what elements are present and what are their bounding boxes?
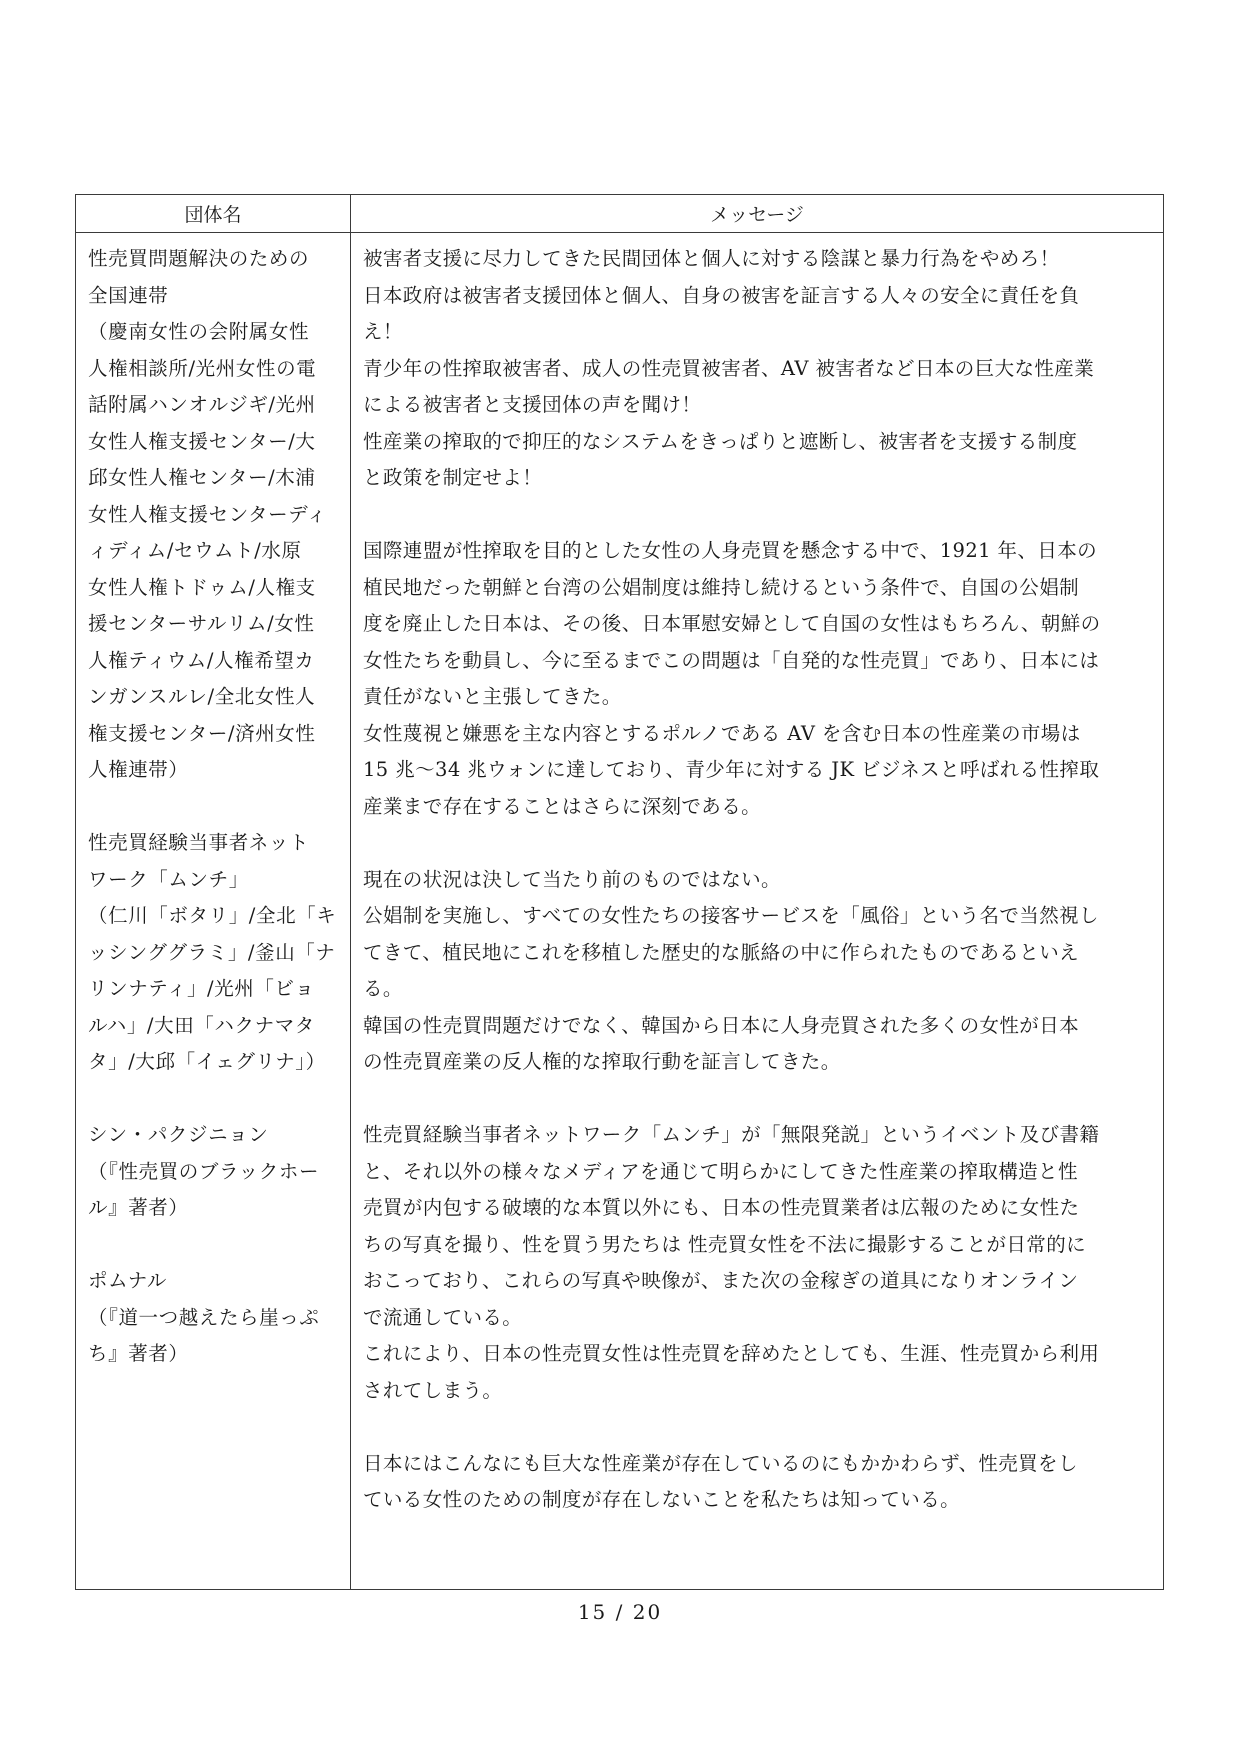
organization-line: 全国連帯 bbox=[88, 283, 169, 307]
organization-line: シン・パクジニョン bbox=[88, 1123, 269, 1146]
message-line: 被害者支援に尽力してきた民間団体と個人に対する陰謀と暴力行為をやめろ！ bbox=[363, 247, 1060, 270]
organization-line bbox=[88, 1227, 342, 1264]
message-line: の性売買産業の反人権的な搾取行動を証言してきた。 bbox=[363, 1050, 841, 1073]
organization-line: （『道一つ越えたら崖っぷ bbox=[88, 1305, 320, 1329]
organization-line: 女性人権トドゥム/人権支 bbox=[88, 575, 316, 599]
table-row bbox=[76, 233, 1164, 1590]
organization-line: タ」/大邱「イェグリナ」） bbox=[88, 1050, 326, 1073]
message-line: おこっており、これらの写真や映像が、また次の金稼ぎの道具になりオンライン bbox=[363, 1269, 1079, 1292]
organization-line: 女性人権支援センターディ bbox=[88, 502, 327, 526]
organization-line bbox=[88, 1081, 342, 1118]
message-line: 度を廃止した日本は、その後、日本軍慰安婦として自国の女性はもちろん、朝鮮の bbox=[363, 612, 1101, 635]
organization-line: ィディム/セウムト/水原 bbox=[88, 539, 302, 562]
organization-line: ポムナル bbox=[88, 1269, 168, 1292]
organization-line: ル』著者） bbox=[88, 1196, 189, 1219]
header-message: メッセージ bbox=[351, 195, 1164, 233]
organization-list bbox=[76, 233, 350, 1373]
organization-line: （『性売買のブラックホー bbox=[88, 1159, 320, 1183]
organization-line bbox=[88, 789, 342, 826]
organization-cell bbox=[76, 233, 351, 1590]
organization-line: 話附属ハンオルジギ/光州 bbox=[88, 393, 316, 416]
message-line: ている女性のための制度が存在しないことを私たちは知っている。 bbox=[363, 1488, 961, 1511]
message-line: 女性蔑視と嫌悪を主な内容とするポルノである AV を含む日本の性産業の市場は bbox=[363, 721, 1081, 745]
message-body bbox=[351, 233, 1163, 1519]
organization-line: （仁川「ボタリ」/全北「キ bbox=[88, 904, 337, 927]
message-line: 性売買経験当事者ネットワーク「ムンチ」が「無限発説」というイベント及び書籍 bbox=[363, 1123, 1100, 1146]
header-organization: 団体名 bbox=[76, 195, 351, 233]
organization-line: ワーク「ムンチ」 bbox=[88, 867, 249, 891]
organization-line: 人権連帯） bbox=[88, 758, 189, 781]
message-line: 日本にはこんなにも巨大な性産業が存在しているのにもかかわらず、性売買をし bbox=[363, 1451, 1078, 1475]
organization-line: 援センターサルリム/女性 bbox=[88, 612, 315, 635]
message-line: る。 bbox=[363, 977, 403, 1000]
message-line: え！ bbox=[363, 320, 403, 343]
message-line: 産業まで存在することはさらに深刻である。 bbox=[363, 794, 762, 818]
message-table bbox=[75, 194, 1164, 1590]
organization-line: ンガンスルレ/全北女性人 bbox=[88, 685, 316, 708]
organization-line: ち』著者） bbox=[88, 1342, 189, 1365]
message-line: 日本政府は被害者支援団体と個人、自身の被害を証言する人々の安全に責任を負 bbox=[363, 283, 1080, 307]
message-line: されてしまう。 bbox=[363, 1378, 503, 1402]
message-line: てきて、植民地にこれを移植した歴史的な脈絡の中に作られたものであるといえ bbox=[363, 940, 1080, 964]
message-line: 責任がないと主張してきた。 bbox=[363, 685, 622, 708]
message-line: 性産業の搾取的で抑圧的なシステムをきっぱりと遮断し、被害者を支援する制度 bbox=[363, 429, 1078, 453]
message-line: 売買が内包する破壊的な本質以外にも、日本の性売買業者は広報のために女性た bbox=[363, 1196, 1080, 1219]
message-line: ちの写真を撮り、性を買う男たちは 性売買女性を不法に撮影することが日常的に bbox=[363, 1232, 1086, 1256]
message-line: と、それ以外の様々なメディアを通じて明らかにしてきた性産業の搾取構造と性 bbox=[363, 1159, 1078, 1183]
page-number: 15 / 20 bbox=[577, 1600, 663, 1624]
message-line: 韓国の性売買問題だけでなく、韓国から日本に人身売買された多くの女性が日本 bbox=[363, 1013, 1080, 1037]
message-line: 現在の状況は決して当たり前のものではない。 bbox=[363, 867, 781, 891]
organization-line: 女性人権支援センター/大 bbox=[88, 429, 316, 453]
message-line: で流通している。 bbox=[363, 1305, 523, 1329]
message-line: 15 兆〜34 兆ウォンに達しており、青少年に対する JK ビジネスと呼ばれる性搾取 bbox=[363, 758, 1100, 781]
message-line: これにより、日本の性売買女性は性売買を辞めたとしても、生涯、性売買から利用 bbox=[363, 1342, 1100, 1365]
organization-line: ッシンググラミ」/釜山「ナ bbox=[88, 940, 336, 964]
message-line bbox=[363, 1409, 1153, 1446]
message-line: による被害者と支援団体の声を聞け！ bbox=[363, 393, 702, 416]
organization-line: 性売買経験当事者ネット bbox=[88, 831, 310, 854]
organization-line: ルハ」/大田「ハクナマタ bbox=[88, 1013, 315, 1037]
organization-line: リンナティ」/光州「ビョ bbox=[88, 977, 315, 1000]
message-line: と政策を制定せよ！ bbox=[363, 466, 543, 489]
organization-line: 人権相談所/光州女性の電 bbox=[88, 356, 317, 380]
message-cell bbox=[351, 233, 1164, 1590]
message-line bbox=[363, 1081, 1153, 1118]
organization-line: 権支援センター/済州女性 bbox=[88, 721, 316, 745]
message-line: 公娼制を実施し、すべての女性たちの接客サービスを「風俗」という名で当然視し bbox=[363, 904, 1099, 927]
organization-line: 人権ティウム/人権希望カ bbox=[88, 648, 315, 672]
organization-line: 性売買問題解決のための bbox=[88, 247, 310, 270]
message-line bbox=[363, 497, 1153, 534]
table-header-row bbox=[76, 195, 1164, 233]
message-line bbox=[363, 825, 1153, 862]
message-line: 女性たちを動員し、今に至るまでこの問題は「自発的な性売買」であり、日本には bbox=[363, 648, 1100, 672]
message-line: 国際連盟が性搾取を目的とした女性の人身売買を懸念する中で、1921 年、日本の bbox=[363, 539, 1098, 562]
message-line: 青少年の性搾取被害者、成人の性売買被害者、AV 被害者など日本の巨大な性産業 bbox=[363, 356, 1095, 380]
organization-line: 邱女性人権センター/木浦 bbox=[88, 466, 316, 489]
message-line: 植民地だった朝鮮と台湾の公娼制度は維持し続けるという条件で、自国の公娼制 bbox=[363, 575, 1080, 599]
organization-line: （慶南女性の会附属女性 bbox=[88, 320, 310, 343]
